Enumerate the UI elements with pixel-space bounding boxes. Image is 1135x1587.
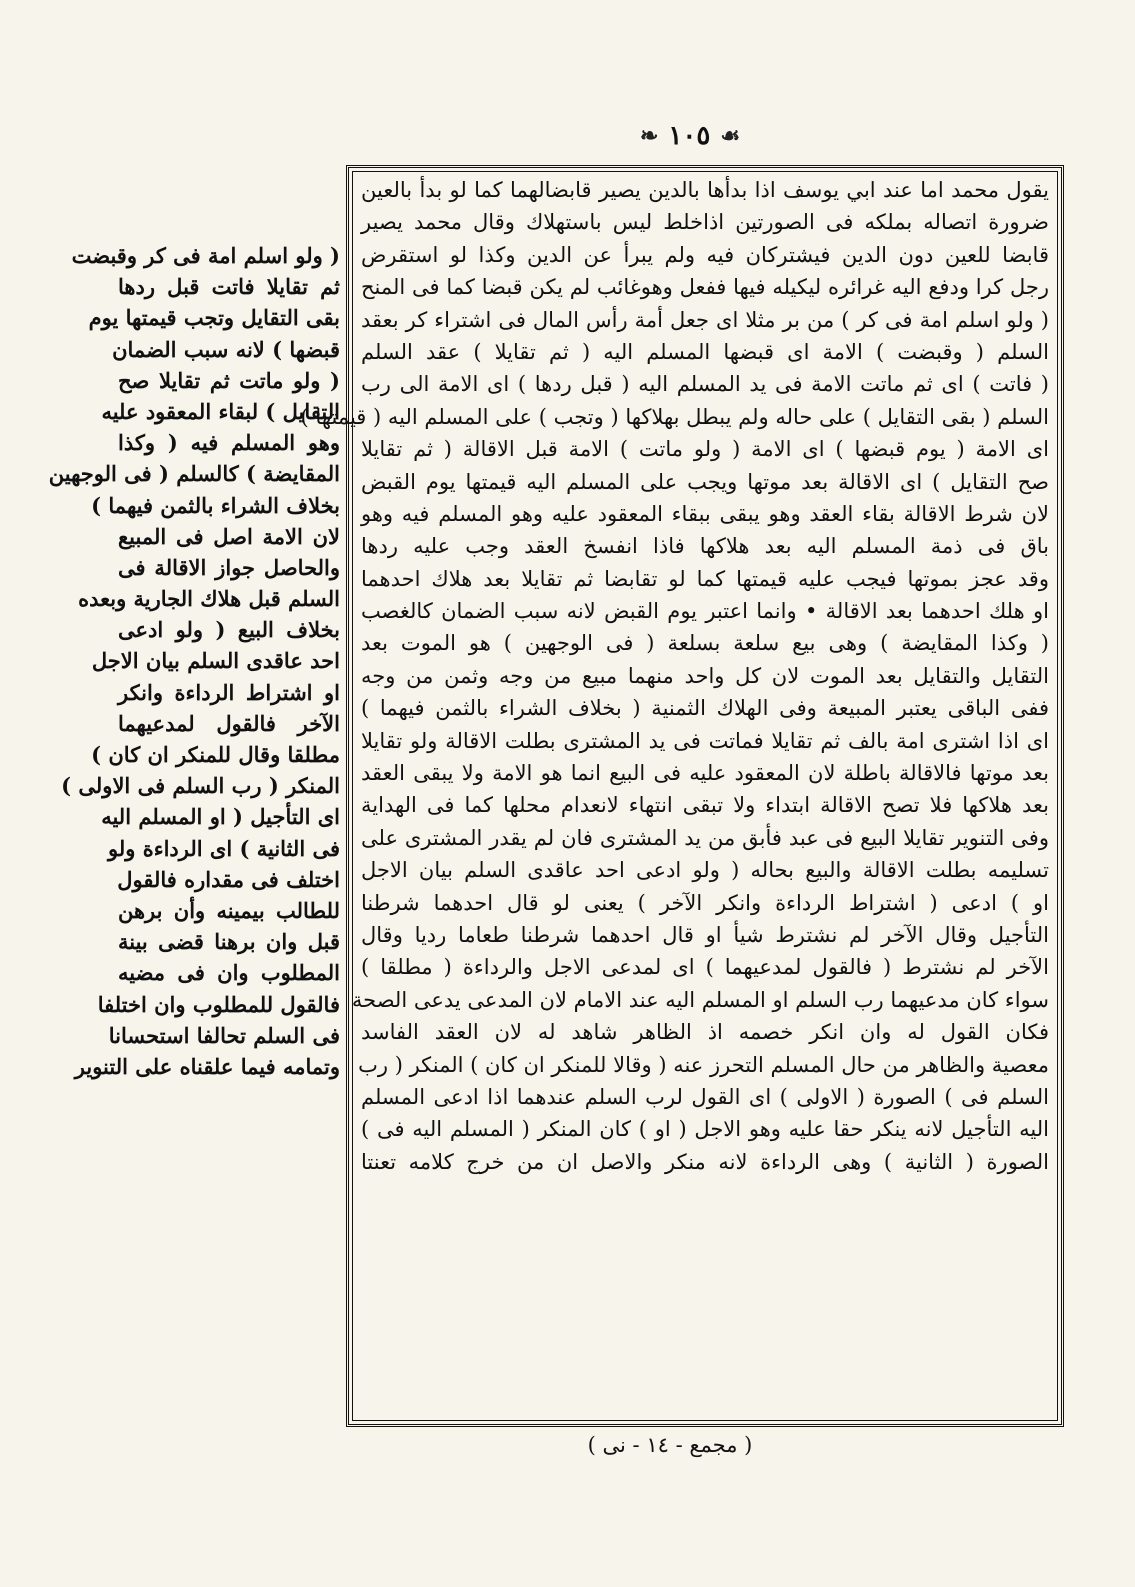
margin-text-line: لان الامة اصل فى المبيع — [118, 523, 340, 549]
margin-text-line: ( ولو ماتت ثم تقايلا صح — [118, 367, 340, 393]
margin-text-line: مطلقا وقال للمنكر ان كان ) — [91, 742, 340, 767]
ornament-right-icon: ☙ — [720, 123, 741, 149]
margin-text-line: المقايضة ) كالسلم ( فى الوجهين — [48, 461, 340, 487]
main-text-line: وفى التنوير تقايلا البيع فى عبد فأبق من يد المشترى فان لم يقدر المشترى على — [361, 825, 1049, 850]
main-text-line: تسليمه بطلت الاقالة والبيع بحاله ( ولو ادعى احد عاقدى السلم بيان الاجل — [361, 858, 1049, 883]
main-text-line: رجل كرا ودفع اليه غرائره ليكيله فيها ففعل وهوغائب لم يكن قبضا كما فى المنح — [361, 275, 1049, 300]
margin-text-line: قبل وان برهنا قضى بينة — [118, 929, 340, 955]
main-text-line: ( وكذا المقايضة ) وهى بيع سلعة بسلعة ( فى الوجهين ) هو الموت بعد — [361, 631, 1049, 656]
main-text-line: يقول محمد اما عند ابي يوسف اذا بدأها بالدين يصير قابضالهما كما لو بدأ بالعين — [361, 178, 1049, 202]
main-text-line: السلم ( وقبضت ) الامة اى قبضها المسلم اليه ( ثم تقايلا ) عقد السلم — [361, 339, 1049, 364]
margin-text-line: اختلف فى مقداره فالقول — [117, 866, 340, 892]
margin-text-line: وتمامه فيما علقناه على التنوير — [74, 1053, 340, 1079]
main-text-line: اى الامة ( يوم قبضها ) اى الامة ( ولو ماتت ) الامة قبل الاقالة ( ثم تقايلا — [361, 437, 1049, 462]
margin-text-column — [48, 240, 340, 1082]
main-text-line: التقايل والتقايل بعد الموت لان كل واحد منهما مبيع من وجه وثمن من وجه — [361, 663, 1049, 688]
main-text-line: صح التقايل ) اى الاقالة بعد موتها ويجب على المسلم اليه قيمتها يوم القبض — [361, 469, 1049, 494]
margin-text-line: احد عاقدى السلم بيان الاجل — [91, 648, 340, 674]
main-text-line: ( ولو اسلم امة فى كر ) من بر مثلا اى جعل أمة رأس المال فى اشتراء كر بعقد — [361, 307, 1049, 332]
margin-text-line: ثم تقايلا فاتت قبل ردها — [118, 274, 340, 300]
main-text-line: او ) ادعى ( اشتراط الرداءة وانكر الآخر ) يعنى لو قال احدهما شرطنا — [361, 890, 1049, 915]
ornament-left-icon: ❧ — [639, 123, 659, 149]
margin-text-line: قبضها ) لانه سبب الضمان — [112, 336, 340, 362]
main-text-line: قابضا للعين دون الدين فيشتركان فيه ولم يبرأ عن الدين وكذا لو استقرض — [361, 242, 1049, 267]
main-text-line: اى اذا اشترى امة بالف ثم تقايلا فماتت فى يد المشترى بطلت الاقالة ولو تقايلا — [361, 728, 1049, 753]
margin-text-line: اى التأجيل ( او المسلم اليه — [101, 804, 340, 830]
page-number: ١٠٥ — [668, 121, 711, 151]
main-text-line: التأجيل وقال الآخر لم نشترط شيأ او قال احدهما شرطنا طعاما رديا وقال — [361, 922, 1049, 947]
main-text-line: او هلك احدهما بعد الاقالة • وانما اعتبر يوم القبض لانه سبب الضمان كالغصب — [361, 599, 1049, 624]
main-text-line: السلم فى ) الصورة ( الاولى ) اى القول لرب السلم عندهما اذا ادعى المسلم — [361, 1084, 1049, 1109]
margin-text-line: المنكر ( رب السلم فى الاولى ) — [61, 773, 340, 799]
margin-text-line: فى السلم تحالفا استحسانا — [108, 1022, 340, 1048]
margin-text-line: فالقول للمطلوب وان اختلفا — [97, 991, 340, 1017]
main-text-line: الآخر لم نشترط ( فالقول لمدعيهما ) اى لمدعى الاجل والرداءة ( مطلقا ) — [361, 955, 1049, 980]
main-text-line: وقد عجز بموتها فيجب عليه قيمتها كما لو تقابضا ثم تقايلا بعد هلاك احدهما — [361, 566, 1049, 591]
main-text-frame — [300, 165, 1064, 1427]
margin-text-line: او اشتراط الرداءة وانكر — [118, 679, 340, 705]
margin-text-line: وهو المسلم فيه ( وكذا — [118, 430, 340, 456]
margin-text-line: بخلاف الشراء بالثمن فيهما ) — [91, 492, 340, 518]
main-text-line: السلم ( بقى التقايل ) على حاله ولم يبطل بهلاكها ( وتجب ) على المسلم اليه ( قيمتها ) — [300, 404, 1049, 429]
main-text-line: ففى الباقى يعتبر المبيعة وفى الهلاك الثمنية ( بخلاف الشراء بالثمن فيهما ) — [361, 696, 1049, 721]
main-text-line: بعد موتها فالاقالة باطلة لان المعقود عليه فى البيع انما هو الامة ولا يبقى العقد — [361, 761, 1049, 786]
margin-text-line: التقايل ) لبقاء المعقود عليه — [101, 398, 340, 424]
margin-text-line: والحاصل جواز الاقالة فى — [118, 554, 340, 580]
main-text-line: معصية والظاهر من حال المسلم التحرز عنه ( وقالا للمنكر ان كان ) المنكر ( رب — [358, 1052, 1049, 1077]
main-text-line: فكان القول له وان انكر خصمه اذ الظاهر شاهد له لان العقد الفاسد — [361, 1020, 1049, 1045]
page-header — [610, 116, 770, 156]
margin-text-line: فى الثانية ) اى الرداءة ولو — [108, 835, 340, 861]
main-text-line: ( فاتت ) اى ثم ماتت الامة فى يد المسلم اليه ( قبل ردها ) اى الامة الى رب — [361, 372, 1049, 397]
main-text-line: لان شرط الاقالة بقاء العقد وهو يبقى ببقاء المعقود عليه وهو المسلم فيه وهو — [361, 501, 1049, 526]
margin-text-line: ( ولو اسلم امة فى كر وقبضت — [71, 243, 340, 268]
main-text-line: الصورة ( الثانية ) وهى الرداءة لانه منكر والاصل ان من خرج كلامه تعنتا — [361, 1149, 1049, 1174]
main-text-line: باق فى ذمة المسلم اليه بعد هلاكها فاذا انفسخ العقد وجب عليه ردها — [361, 534, 1049, 559]
footer-signature: ( مجمع - ١٤ - نى ) — [587, 1433, 753, 1457]
margin-text-line: المطلوب وان فى مضيه — [118, 960, 340, 986]
main-text-line: اليه التأجيل لانه ينكر حقا عليه وهو الاجل ( او ) كان المنكر ( المسلم اليه فى ) — [361, 1117, 1049, 1142]
main-text-line: بعد هلاكها فلا تصح الاقالة ابتداء ولا تبقى انتهاء لانعدام محلها كما فى الهداية — [361, 793, 1049, 818]
margin-text-line: بقى التقايل وتجب قيمتها يوم — [88, 305, 340, 331]
margin-text-line: للطالب بيمينه وأن برهن — [118, 897, 340, 923]
margin-text-line: الآخر فالقول لمدعيهما — [118, 710, 340, 736]
main-text-line: ضرورة اتصاله بملكه فى الصورتين اذاخلط ليس باستهلاك وقال محمد يصير — [361, 210, 1049, 235]
margin-text-line: السلم قبل هلاك الجارية وبعده — [78, 586, 340, 612]
margin-text-line: بخلاف البيع ( ولو ادعى — [118, 617, 340, 643]
main-text-line: سواء كان مدعيهما رب السلم او المسلم اليه عند الامام لان المدعى يدعى الصحة — [351, 987, 1049, 1012]
